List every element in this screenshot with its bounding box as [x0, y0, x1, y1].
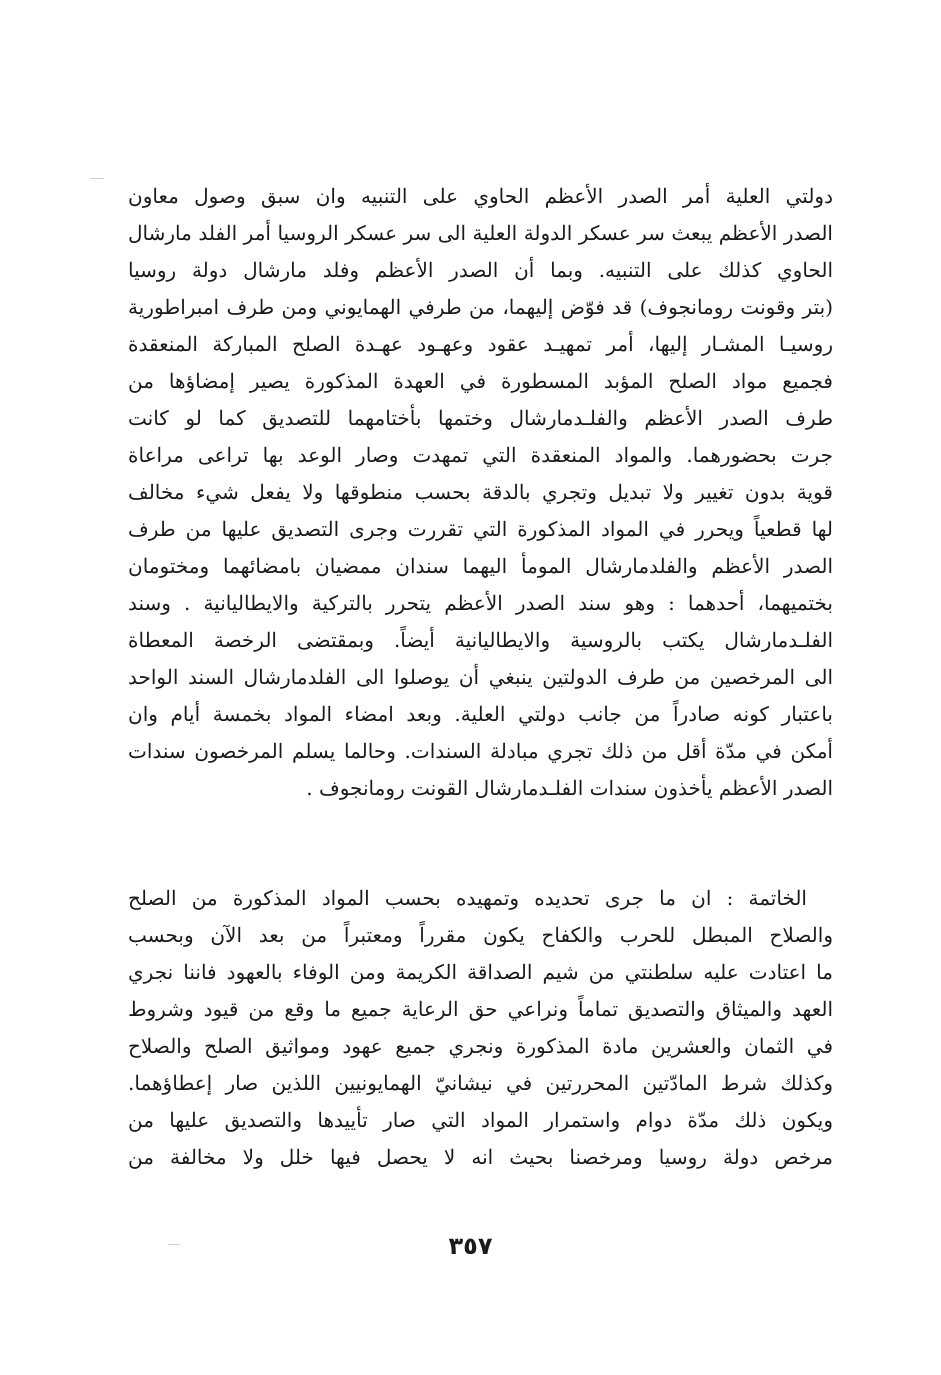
paragraph-2	[128, 880, 833, 1176]
text-line: طرف الصدر الأعظم والفلـدمارشال وختمها بأختامهما للتصديق كما لو كانت	[128, 406, 833, 430]
text-line: العهد والميثاق والتصديق تماماً ونراعي حق الرعاية جميع ما وقع من قيود وشروط	[128, 997, 833, 1021]
text-line: الصدر الأعظم والفلدمارشال المومأ اليهما سندان ممضيان بامضائهما ومختومان	[128, 554, 833, 578]
paragraph-1	[128, 178, 833, 807]
text-line: ويكون ذلك مدّة دوام واستمرار المواد التي صار تأييدها والتصديق عليها من	[128, 1108, 833, 1132]
text-line: ما اعتادت عليه سلطنتي من شيم الصداقة الكريمة ومن الوفاء بالعهود فاننا نجري	[128, 960, 833, 984]
text-line: مرخص دولة روسيا ومرخصنا بحيث انه لا يحصل فيها خلل ولا مخالفة من	[128, 1145, 833, 1169]
text-line: الصدر الأعظم يبعث سر عسكر الدولة العلية الى سر عسكر الروسيا أمر الفلد مارشال	[128, 221, 833, 245]
text-line: والصلاح المبطل للحرب والكفاح يكون مقرراً ومعتبراً من بعد الآن وبحسب	[128, 923, 833, 947]
text-line: دولتي العلية أمر الصدر الأعظم الحاوي على التنبيه وان سبق وصول معاون	[128, 184, 833, 208]
text-line: بختميهما، أحدهما : وهو سند الصدر الأعظم يتحرر بالتركية والايطاليانية . وسند	[128, 591, 833, 615]
text-line: الحاوي كذلك على التنبيه. وبما أن الصدر الأعظم وفلد مارشال دولة روسيا	[128, 258, 833, 282]
text-line: الخاتمة : ان ما جرى تحديده وتمهيده بحسب المواد المذكورة من الصلح	[128, 886, 807, 910]
text-line: الصدر الأعظم يأخذون سندات الفلـدمارشال القونت رومانجوف .	[306, 776, 833, 800]
text-line: الى المرخصين من طرف الدولتين ينبغي أن يوصلوا الى الفلدمارشال السند الواحد	[128, 665, 833, 689]
text-line: (بتر وقونت رومانجوف) قد فوّض إليهما، من طرفي الهمايوني ومن طرف امبراطورية	[128, 295, 833, 319]
text-line: لها قطعياً ويحرر في المواد المذكورة التي تقررت وجرى التصديق عليها من طرف	[128, 517, 833, 541]
text-line: قوية بدون تغيير ولا تبديل وتجري بالدقة بحسب منطوقها ولا يفعل شيء مخالف	[128, 480, 833, 504]
text-line: في الثمان والعشرين مادة المذكورة ونجري جميع عهود ومواثيق الصلح والصلاح	[128, 1034, 833, 1058]
text-line: فجميع مواد الصلح المؤبد المسطورة في العهدة المذكورة يصير إمضاؤها من	[128, 369, 833, 393]
text-line: روسيـا المشـار إليها، أمر تمهيـد عقود وعهـود عهـدة الصلح المباركة المنعقدة	[128, 332, 833, 356]
text-line: باعتبار كونه صادراً من جانب دولتي العلية. وبعد امضاء المواد بخمسة أيام وان	[128, 702, 833, 726]
text-line: وكذلك شرط المادّتين المحررتين في نيشانيّ الهمايونيين اللذين صار إعطاؤهما.	[128, 1071, 833, 1095]
text-line: أمكن في مدّة أقل من ذلك تجري مبادلة السندات. وحالما يسلم المرخصون سندات	[128, 739, 833, 763]
text-line: جرت بحضورهما. والمواد المنعقدة التي تمهدت وصار الوعد بها تراعى مراعاة	[128, 443, 833, 467]
page-number: ٣٥٧	[448, 1232, 493, 1260]
scan-artifact	[90, 178, 104, 179]
text-line: الفلـدمارشال يكتب بالروسية والايطاليانية أيضاً. وبمقتضى الرخصة المعطاة	[128, 628, 833, 652]
